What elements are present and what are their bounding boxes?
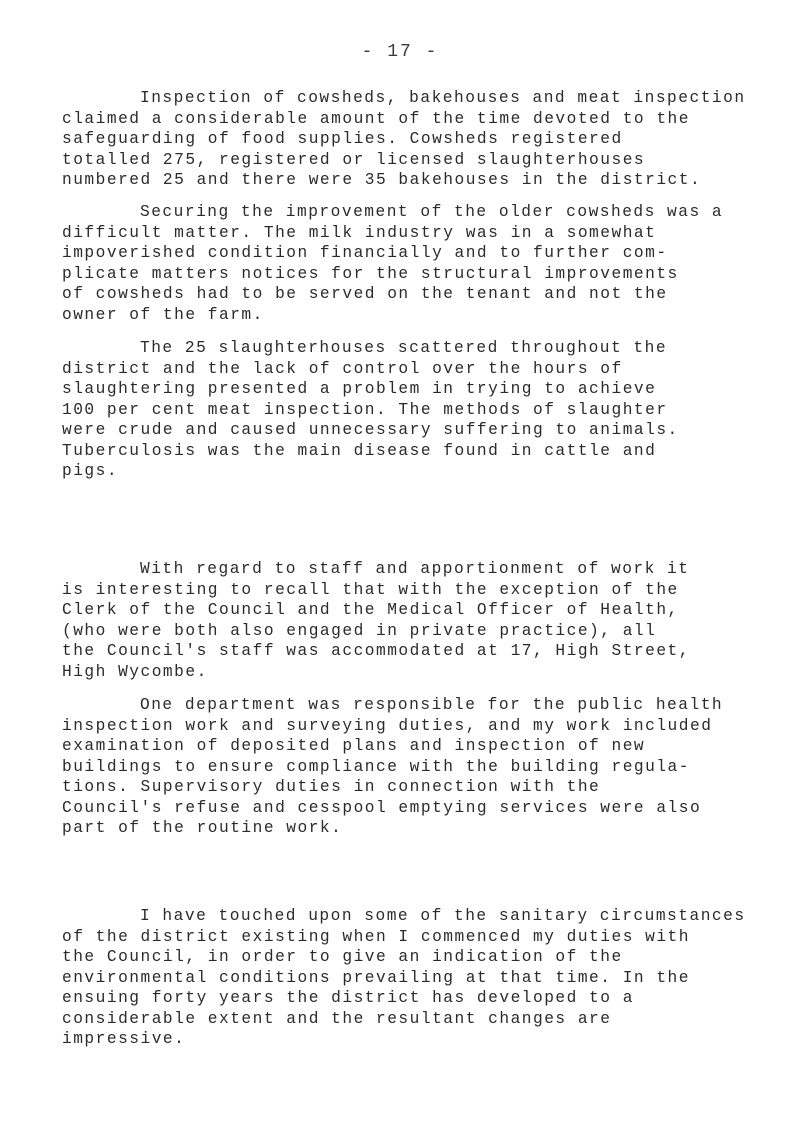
- paragraph-line: of the district existing when I commenced my duties with: [62, 927, 690, 946]
- paragraph-line: is interesting to recall that with the exception of the: [62, 580, 679, 599]
- paragraph-line: the Council, in order to give an indication of the: [62, 948, 623, 966]
- paragraph-line: plicate matters notices for the structural improvements: [62, 264, 679, 283]
- paragraph-line: were crude and caused unnecessary suffering to animals.: [62, 421, 679, 439]
- paragraph-line: Inspection of cowsheds, bakehouses and meat inspection: [140, 89, 746, 107]
- paragraph-sanitary-circumstances: [62, 906, 792, 1050]
- paragraph-line: examination of deposited plans and inspection of new: [62, 737, 646, 755]
- paragraph-line: considerable extent and the resultant changes are: [62, 1009, 612, 1028]
- paragraph-line: impoverished condition financially and to further com-: [62, 244, 668, 262]
- paragraph-department: [62, 695, 792, 839]
- paragraph-inspection-summary: [62, 88, 792, 191]
- paragraph-line: The 25 slaughterhouses scattered throughout the: [140, 339, 668, 357]
- paragraph-slaughterhouses: [62, 338, 792, 482]
- page-number: - 17 -: [361, 42, 439, 62]
- paragraph-line: High Wycombe.: [62, 662, 208, 681]
- paragraph-line: tions. Supervisory duties in connection with the: [62, 778, 601, 796]
- paragraph-line: Securing the improvement of the older cowsheds was a: [140, 203, 724, 221]
- paragraph-line: One department was responsible for the public health: [140, 696, 724, 714]
- paragraph-line: pigs.: [62, 462, 119, 480]
- paragraph-line: I have touched upon some of the sanitary circumstances: [140, 907, 746, 925]
- paragraph-staff: [62, 559, 792, 682]
- paragraph-line: part of the routine work.: [62, 819, 343, 837]
- paragraph-line: owner of the farm.: [62, 305, 264, 324]
- paragraph-line: ensuing forty years the district has developed to a: [62, 989, 634, 1007]
- paragraph-line: (who were both also engaged in private practice), all: [62, 621, 657, 640]
- paragraph-line: Council's refuse and cesspool emptying services were also: [62, 798, 702, 817]
- paragraph-cowsheds: [62, 202, 792, 325]
- paragraph-line: slaughtering presented a problem in trying to achieve: [62, 380, 657, 398]
- paragraph-line: difficult matter. The milk industry was in a somewhat: [62, 223, 657, 242]
- paragraph-line: environmental conditions prevailing at that time. In the: [62, 968, 690, 987]
- paragraph-line: buildings to ensure compliance with the building regula-: [62, 757, 690, 776]
- paragraph-line: numbered 25 and there were 35 bakehouses in the district.: [62, 171, 702, 189]
- paragraph-line: district and the lack of control over the hours of: [62, 359, 623, 378]
- paragraph-line: Clerk of the Council and the Medical Officer of Health,: [62, 601, 679, 619]
- paragraph-line: With regard to staff and apportionment of work it: [140, 560, 690, 578]
- paragraph-line: of cowsheds had to be served on the tenant and not the: [62, 285, 668, 303]
- paragraph-line: impressive.: [62, 1030, 186, 1048]
- paragraph-line: the Council's staff was accommodated at 17, High Street,: [62, 642, 690, 660]
- paragraph-line: Tuberculosis was the main disease found in cattle and: [62, 441, 657, 460]
- paragraph-line: claimed a considerable amount of the time devoted to the: [62, 109, 690, 128]
- paragraph-line: 100 per cent meat inspection. The methods of slaughter: [62, 400, 668, 419]
- paragraph-line: totalled 275, registered or licensed slaughterhouses: [62, 150, 646, 169]
- paragraph-line: inspection work and surveying duties, and my work included: [62, 716, 713, 735]
- paragraph-line: safeguarding of food supplies. Cowsheds registered: [62, 130, 623, 148]
